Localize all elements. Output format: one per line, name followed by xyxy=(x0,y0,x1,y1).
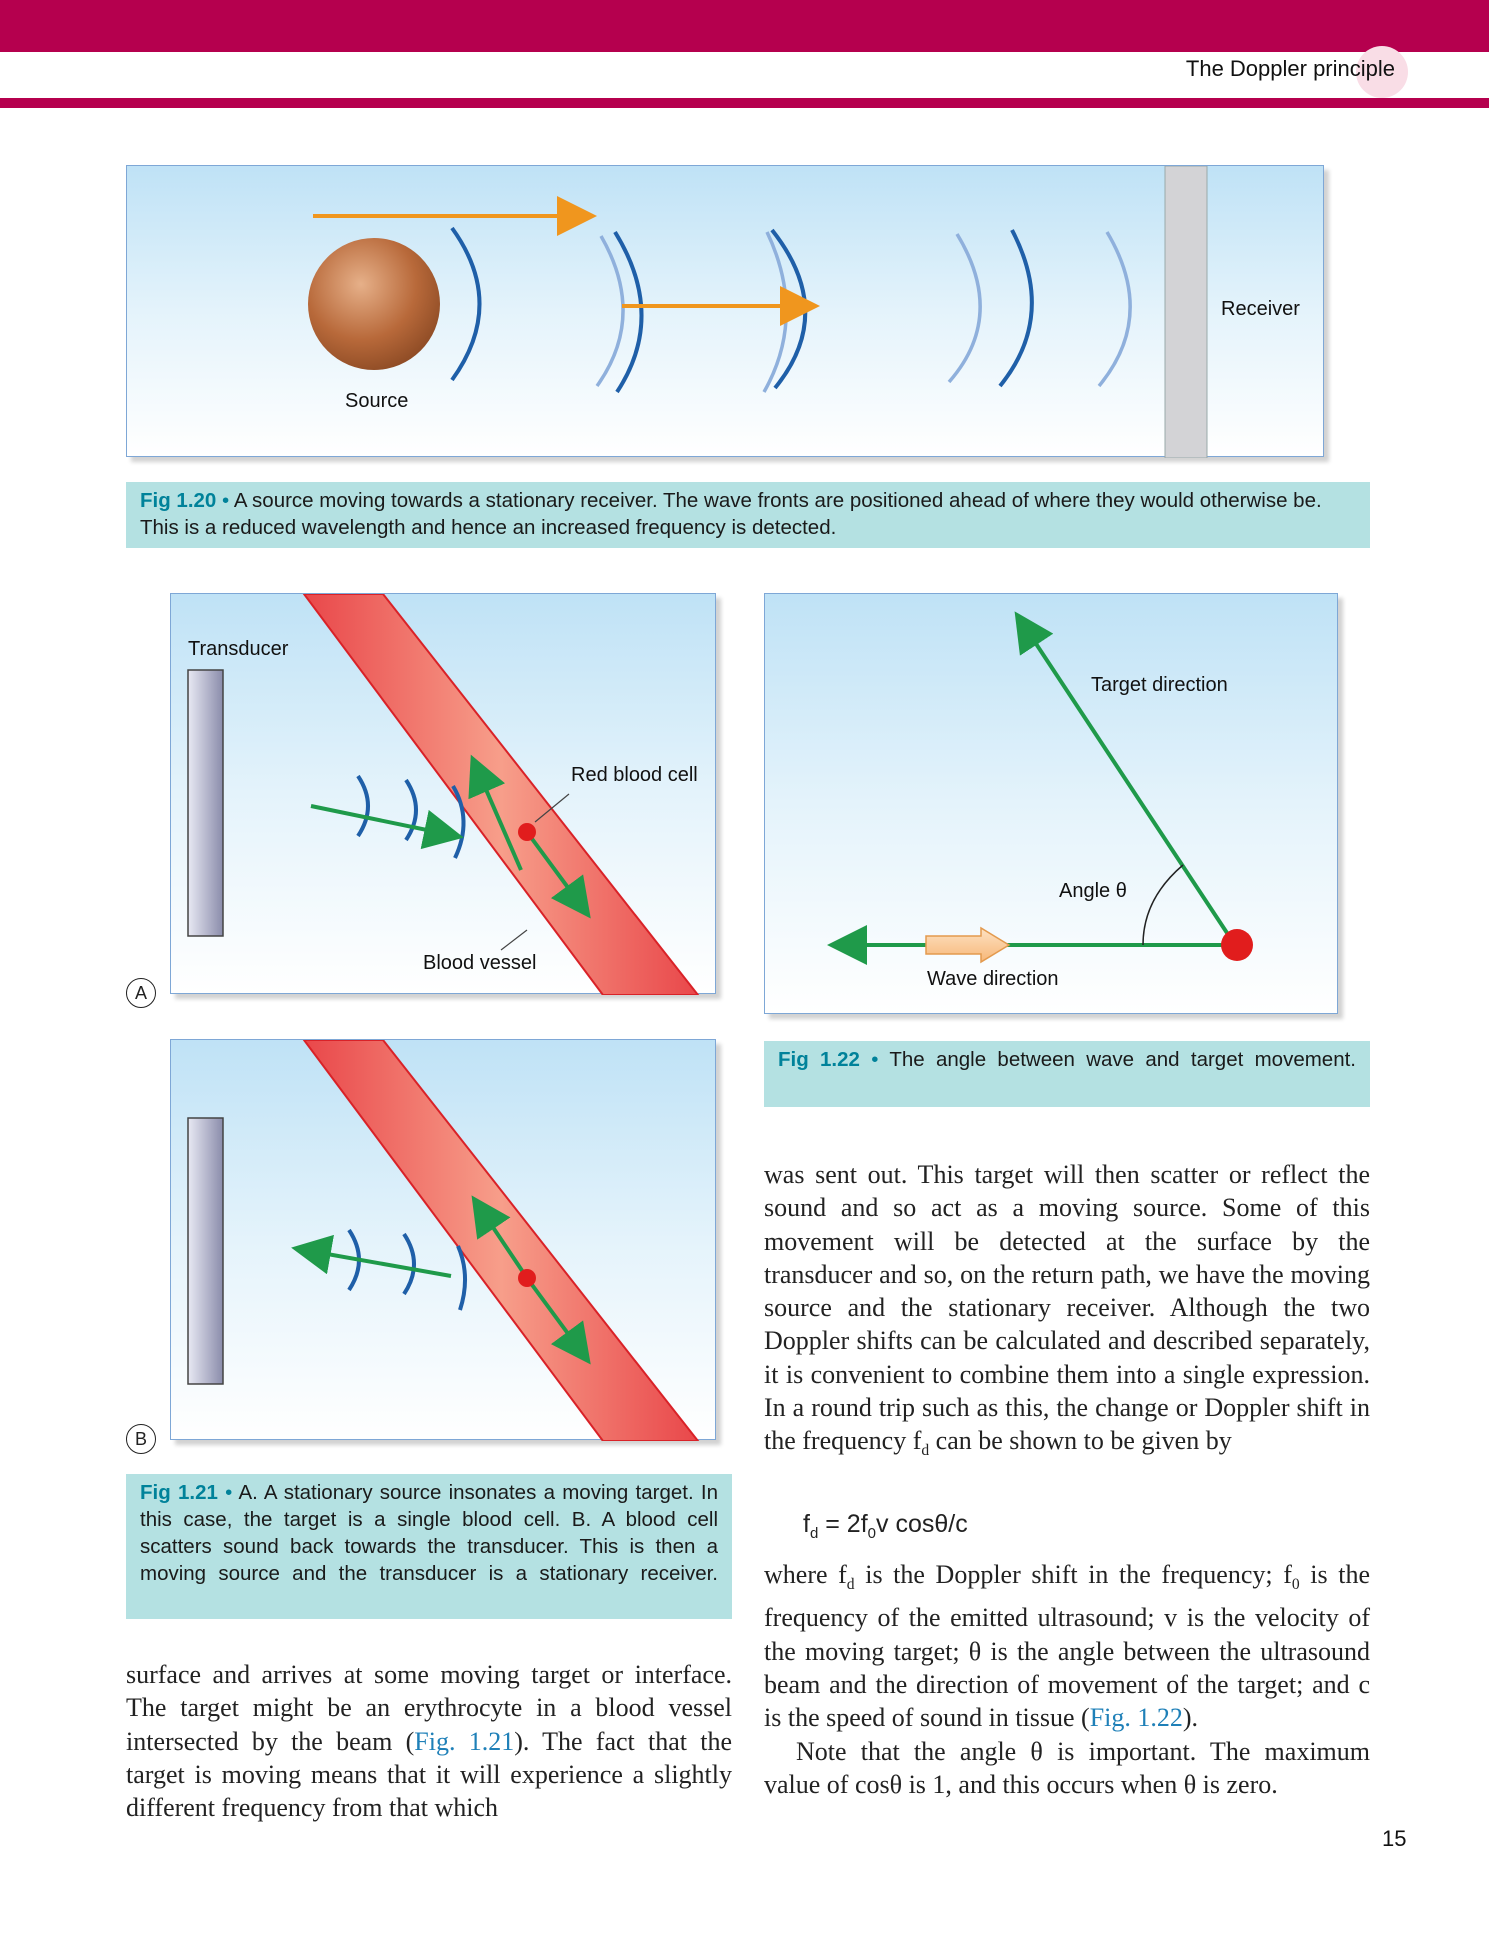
target-direction-label: Target direction xyxy=(1091,674,1228,696)
caption-number: Fig 1.20 xyxy=(140,489,217,512)
header-rule xyxy=(0,98,1489,108)
body-right-column-p1: was sent out. This target will then scatter or reflect the sound and so act as a moving source. Some of this movement will be detected at the surface by the transducer and so, on the return path, we have the moving source and the stationary receiver. Although the two Doppler shifts can be calculated and described separately, it is convenient to combine them into a single expression. In a round trip such as this, the change or Doppler shift in the frequency $f_d$ can be shown to be given by xyxy=(764,1160,1370,1460)
target-dot xyxy=(1221,929,1253,961)
fig-1-22-caption: Fig 1.22 • The angle between wave and target movement. xyxy=(764,1041,1370,1107)
fig-1-21-caption: Fig 1.21 • A. A stationary source insonates a moving target. In this case, the target is a single blood cell. B. A blood cell scatters sound back towards the transducer. This is then a moving source and the transducer is a stationary receiver. xyxy=(126,1474,732,1619)
red-blood-cell xyxy=(518,823,536,841)
fig-1-21-link[interactable]: Fig. 1.21 xyxy=(414,1726,515,1756)
panel-a-marker: A xyxy=(126,978,156,1008)
panel-b-marker: B xyxy=(126,1424,156,1454)
fig-1-20-caption: Fig 1.20 • A source moving towards a stationary receiver. The wave fronts are positioned ahead of where they would otherwise be. This is a reduced wavelength and hence an increased frequency is detected. xyxy=(126,482,1370,548)
doppler-equation: $f_d = 2f_0v$ cosθ/c xyxy=(803,1510,968,1542)
wave-direction-label: Wave direction xyxy=(927,968,1059,990)
vessel-label: Blood vessel xyxy=(423,952,537,974)
body-right-column-p3: Note that the angle θ is important. The maximum value of cosθ is 1, and this occurs when θ is zero. xyxy=(764,1736,1370,1799)
fig-1-21-panel-a xyxy=(170,593,716,994)
fig-1-20-illustration xyxy=(126,165,1324,457)
caption-number: Fig 1.21 xyxy=(140,1481,218,1504)
red-blood-cell xyxy=(518,1269,536,1287)
page-number: 15 xyxy=(1382,1826,1407,1851)
fig-1-22-link[interactable]: Fig. 1.22 xyxy=(1089,1703,1183,1733)
caption-text: A. A stationary source insonates a moving target. In this case, the target is a single blood cell. B. A blood cell scatters sound back towards the transducer. This is then a moving source and the transducer is a stationary receiver. xyxy=(140,1481,718,1585)
fig-1-21-panel-b xyxy=(170,1039,716,1440)
fig-1-22-illustration xyxy=(764,593,1338,1014)
transducer-label: Transducer xyxy=(188,638,289,660)
source-ball xyxy=(308,238,440,370)
rbc-label: Red blood cell xyxy=(571,764,698,786)
body-left-column: surface and arrives at some moving target or interface. The target might be an erythrocyte in a blood vessel intersected by the beam (Fig. 1.21). The fact that the target is moving means that it will experience a slightly different frequency from that which xyxy=(126,1660,732,1823)
header-band xyxy=(0,0,1489,52)
source-label: Source xyxy=(345,390,409,412)
caption-number: Fig 1.22 xyxy=(778,1048,860,1071)
running-header: The Doppler principle xyxy=(1185,56,1395,81)
caption-text: The angle between wave and target movement. xyxy=(889,1048,1356,1071)
receiver-label: Receiver xyxy=(1221,298,1300,320)
angle-label: Angle θ xyxy=(1059,880,1127,902)
caption-text: A source moving towards a stationary receiver. The wave fronts are positioned ahead of where they would otherwise be. This is a reduced wavelength and hence an increased frequency is detected. xyxy=(140,489,1322,539)
body-right-column-p2: where $f_d$ is the Doppler shift in the frequency; $f_0$ is the frequency of the emitted ultrasound; v is the velocity of the moving target; θ is the angle between the ultrasound beam and the direction of movement of the target; and c is the speed of sound in tissue (Fig. 1.22). Note that the angle θ is important. The maximum value of cosθ is 1, and this occurs when θ is zero. xyxy=(764,1558,1370,1801)
